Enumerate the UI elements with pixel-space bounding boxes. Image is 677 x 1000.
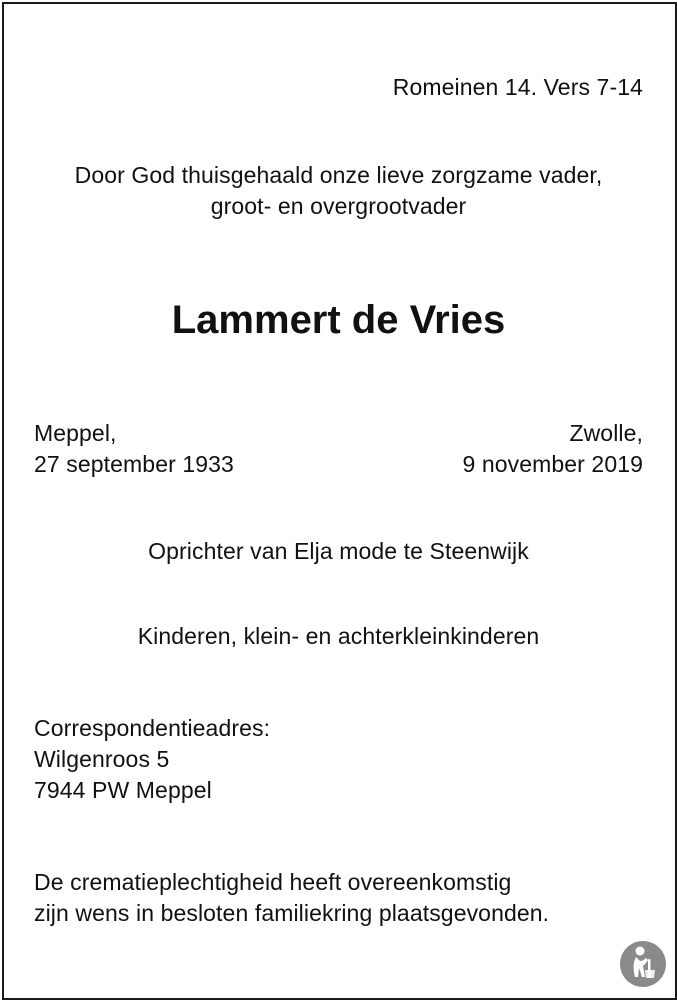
death-date: 9 november 2019 <box>462 451 643 477</box>
closing-text <box>34 867 549 929</box>
closing-line-1: De crematieplechtigheid heeft overeenkomstig <box>34 869 512 895</box>
address-postal-city: 7944 PW Meppel <box>34 777 212 803</box>
intro-line-1: Door God thuisgehaald onze lieve zorgzame vader, <box>74 162 603 188</box>
intro-text <box>0 160 677 222</box>
death-info <box>462 418 643 480</box>
correspondence-address <box>34 713 270 806</box>
relatives-text: Kinderen, klein- en achterkleinkinderen <box>137 623 540 649</box>
closing-line-2: zijn wens in besloten familiekring plaatsgevonden. <box>34 900 550 926</box>
address-label: Correspondentieadres: <box>34 715 271 741</box>
notice-border <box>2 2 677 1000</box>
founder-note: Oprichter van Elja mode te Steenwijk <box>148 538 529 564</box>
birth-date: 27 september 1933 <box>34 451 234 477</box>
intro-line-2: groot- en overgrootvader <box>210 193 467 219</box>
deceased-name: Lammert de Vries <box>171 298 506 342</box>
death-place: Zwolle, <box>569 420 643 446</box>
address-street: Wilgenroos 5 <box>34 746 170 772</box>
mourning-figure-icon <box>619 940 667 988</box>
birth-place: Meppel, <box>34 420 117 446</box>
birth-info <box>34 418 234 480</box>
bible-verse: Romeinen 14. Vers 7-14 <box>392 74 643 100</box>
